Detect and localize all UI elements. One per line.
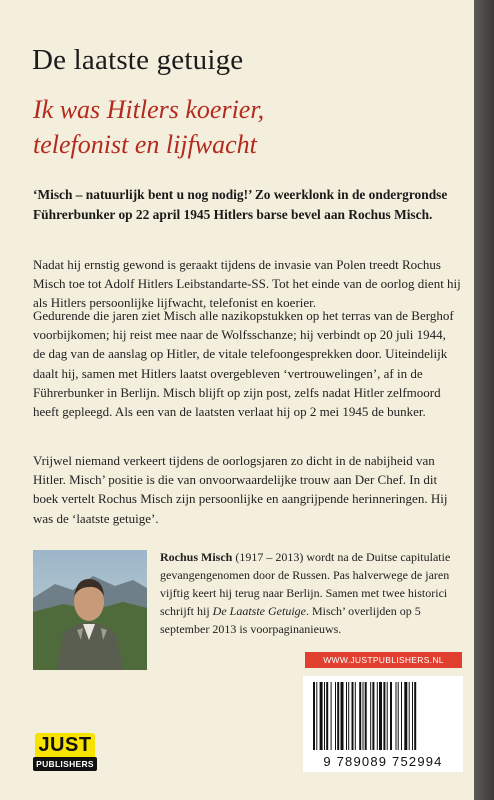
bio-text-1: (1917 – 2013) wordt na de Duitse capitulatie gevangengenomen door de Russen. Pas halverwege de jaren vijftig keert hij terug naar Berlijn. Samen met twee historici schrijft hij <box>160 550 451 618</box>
book-subtitle <box>33 92 453 162</box>
logo-just-text: JUST <box>35 733 95 757</box>
isbn-barcode <box>303 676 463 772</box>
author-photo <box>33 550 147 670</box>
book-title: De laatste getuige <box>32 44 244 76</box>
publisher-url: WWW.JUSTPUBLISHERS.NL <box>305 652 462 668</box>
barcode-bars <box>311 682 455 754</box>
blurb-paragraph-2: Gedurende die jaren ziet Misch alle nazikopstukken op het terras van de Berghof voorbijkomen; hij reist mee naar de Wolfsschanze; hij verbindt op 20 juli 1944, de dag van de aanslag op Hitler, de vitale telefoongesprekken door. Uiteindelijk daalt hij, samen met Hitlers laatst overgebleven ‘vertrouwelingen’, af in de Führerbunker in Berlijn. Misch blijft op zijn post, zelfs nadat Hitler zelfmoord heeft gepleegd. Als een van de laatsten verlaat hij op 2 mei 1945 de bunker. <box>33 308 454 420</box>
isbn-number: 9 789089 752994 <box>323 754 443 769</box>
subtitle-line-2: telefonist en lijfwacht <box>33 130 257 159</box>
blurb-paragraph-3: Vrijwel niemand verkeert tijdens de oorlogsjaren zo dicht in de nabijheid van Hitler. Misch’ positie is die van onvoorwaardelijke trouw aan Der Chef. In dit boek vertelt Rochus Misch zijn persoonlijke en aangrijpende herinneringen. Hij was de ‘laatste getuige’. <box>33 453 448 526</box>
bio-text-2: . Misch’ overlijden op 5 september 2013 is voorpaginanieuws. <box>160 604 421 636</box>
blurb-paragraph-1: Nadat hij ernstig gewond is geraakt tijdens de invasie van Polen treedt Rochus Misch toe tot Adolf Hitlers Leibstandarte-SS. Tot het einde van de oorlog dient hij als Hitlers persoonlijke lijfwacht, telefonist en koerier. <box>33 257 461 311</box>
lead-quote: ‘Misch – natuurlijk bent u nog nodig!’ Zo weerklonk in de ondergrondse Führerbunker op 22 april 1945 Hitlers barse bevel aan Rochus Misch. <box>33 187 448 222</box>
cover-edge <box>474 0 494 800</box>
publisher-logo <box>33 733 97 775</box>
logo-publishers-text: PUBLISHERS <box>33 757 97 771</box>
author-name: Rochus Misch <box>160 550 233 564</box>
subtitle-line-1: Ik was Hitlers koerier, <box>33 95 265 124</box>
author-bio <box>160 548 460 638</box>
bio-book-title: De Laatste Getuige <box>212 604 306 618</box>
